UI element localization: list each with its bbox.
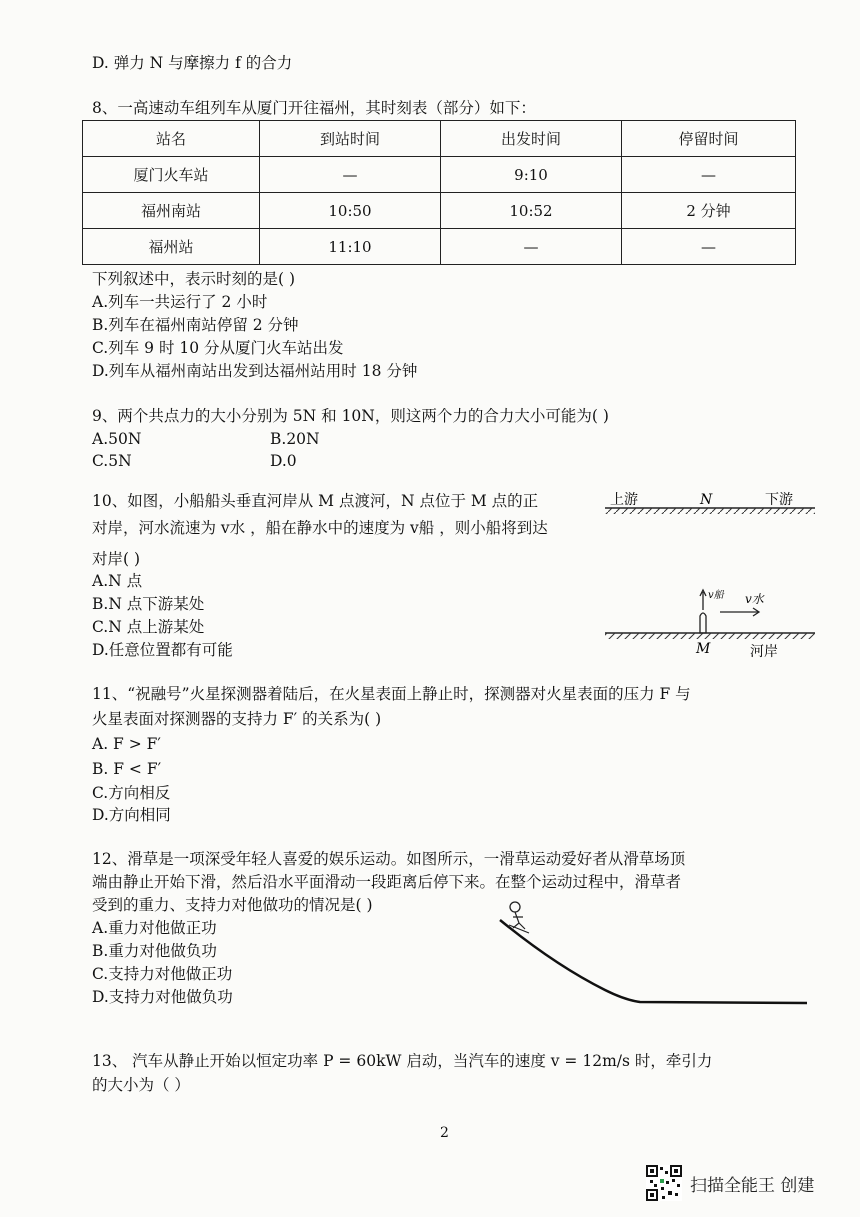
q8-option-a: A.列车一共运行了 2 小时 [92,293,268,311]
slope-curve [500,920,807,1003]
table-cell: 福州站 [83,229,260,265]
table-header: 停留时间 [622,121,796,157]
downstream-label: 下游 [765,492,793,508]
table-cell: 9:10 [441,157,622,193]
q12-option-d: D.支持力对他做负功 [92,988,233,1006]
upstream-label: 上游 [610,492,638,508]
q13-line2: 的大小为（ ） [92,1076,190,1094]
q10-line2: 对岸，河水流速为 v水 ，船在静水中的速度为 v船 ，则小船将到达 [92,519,548,537]
boat-velocity-label: v船 [708,590,724,601]
q12-option-c: C.支持力对他做正功 [92,965,233,983]
q12-line2: 端由静止开始下滑，然后沿水平面滑动一段距离后停下来。在整个运动过程中，滑草者 [92,873,682,891]
table-cell: — [622,157,796,193]
q11-option-c: C.方向相反 [92,784,171,802]
q9-option-a: A.50N [92,430,142,448]
q11-option-b: B. F < F′ [92,760,162,778]
q7-option-d: D. 弹力 N 与摩擦力 f 的合力 [92,54,293,72]
water-velocity-label: v水 [745,592,764,606]
q9-title: 9、两个共点力的大小分别为 5N 和 10N，则这两个力的合力大小可能为( ) [92,407,609,425]
q10-option-d: D.任意位置都有可能 [92,641,233,659]
q12-option-a: A.重力对他做正功 [92,919,217,937]
watermark-text: 扫描全能王 创建 [690,1175,815,1196]
table-cell: 11:10 [260,229,441,265]
table-header: 站名 [83,121,260,157]
near-bank-hatch [605,633,815,639]
table-row [83,229,796,265]
q9-option-c: C.5N [92,452,132,470]
river-crossing-figure [600,488,820,663]
table-cell: 2 分钟 [622,193,796,229]
bank-label: 河岸 [750,644,778,660]
q10-line3: 对岸( ) [92,550,141,568]
q12-option-b: B.重力对他做负功 [92,942,217,960]
timetable [82,120,796,265]
table-cell: — [622,229,796,265]
q10-option-a: A.N 点 [92,572,143,590]
table-header: 到站时间 [260,121,441,157]
table-cell: — [260,157,441,193]
point-m-label: M [696,641,711,657]
page-number: 2 [440,1125,449,1141]
q12-line1: 12、滑草是一项深受年轻人喜爱的娱乐运动。如图所示，一滑草运动爱好者从滑草场顶 [92,850,686,868]
qr-code-icon [646,1165,682,1201]
boat-icon [700,613,706,633]
table-cell: 10:52 [441,193,622,229]
q9-option-d: D.0 [270,452,297,470]
table-header: 出发时间 [441,121,622,157]
q10-line1: 10、如图，小船船头垂直河岸从 M 点渡河，N 点位于 M 点的正 [92,492,539,510]
far-bank-hatch [605,508,815,514]
q13-line1: 13、 汽车从静止开始以恒定功率 P = 60kW 启动，当汽车的速度 v = 12m/s 时，牵引力 [92,1052,713,1070]
table-header-row [83,121,796,157]
table-row [83,157,796,193]
skier-head-icon [510,902,520,912]
scanner-watermark [646,1165,814,1201]
q11-line1: 11、“祝融号”火星探测器着陆后，在火星表面上静止时，探测器对火星表面的压力 F 与 [92,685,691,703]
table-cell: 10:50 [260,193,441,229]
table-cell: 福州南站 [83,193,260,229]
q8-option-d: D.列车从福州南站出发到达福州站用时 18 分钟 [92,362,418,380]
table-cell: 厦门火车站 [83,157,260,193]
q10-option-b: B.N 点下游某处 [92,595,205,613]
table-row [83,193,796,229]
grass-slope-figure [495,895,815,1010]
q8-title: 8、一高速动车组列车从厦门开往福州，其时刻表（部分）如下： [92,99,536,117]
q11-line2: 火星表面对探测器的支持力 F′ 的关系为( ) [92,710,382,728]
q9-option-b: B.20N [270,430,320,448]
q8-option-c: C.列车 9 时 10 分从厦门火车站出发 [92,339,344,357]
q11-option-d: D.方向相同 [92,806,171,824]
table-cell: — [441,229,622,265]
q8-question: 下列叙述中，表示时刻的是( ) [92,270,296,288]
q11-option-a: A. F > F′ [92,735,161,753]
q10-option-c: C.N 点上游某处 [92,618,205,636]
q12-line3: 受到的重力、支持力对他做功的情况是( ) [92,896,373,914]
point-n-label: N [700,492,713,508]
q8-option-b: B.列车在福州南站停留 2 分钟 [92,316,299,334]
